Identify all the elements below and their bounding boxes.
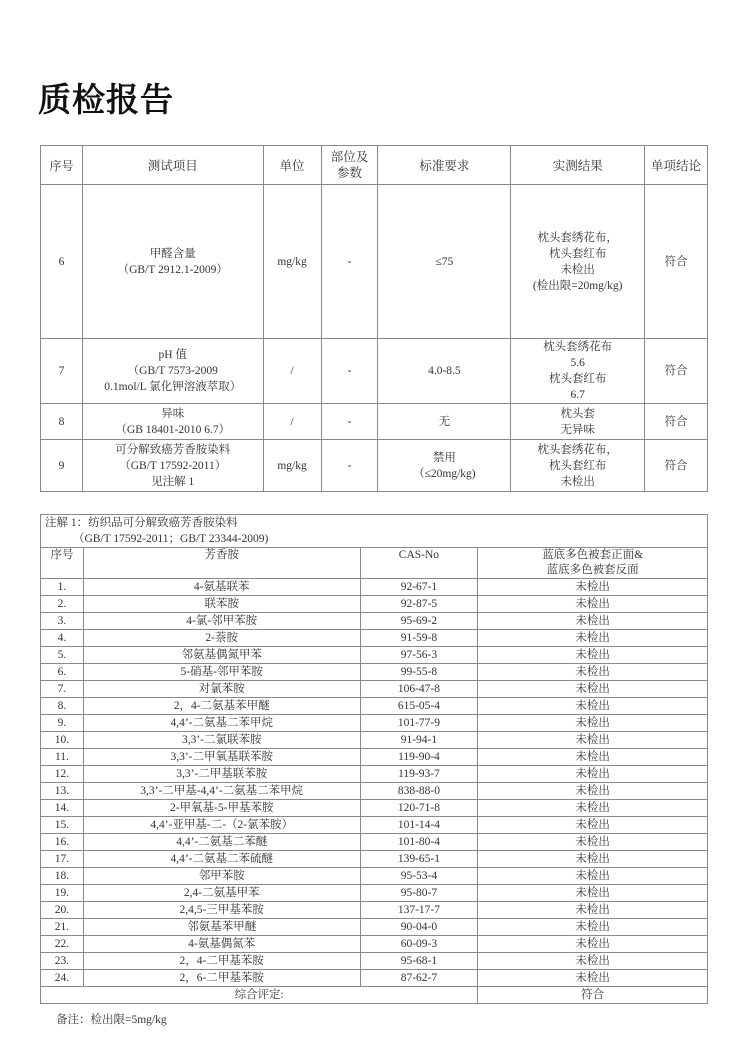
cas-no: 92-87-5 — [360, 596, 478, 613]
amine-name: 2-萘胺 — [83, 630, 360, 647]
amine-no: 22. — [41, 936, 84, 953]
conclusion: 符合 — [645, 185, 708, 339]
amine-header-name: 芳香胺 — [83, 548, 360, 579]
amine-no: 10. — [41, 732, 84, 749]
amine-result: 未检出 — [478, 953, 708, 970]
amine-name: 3,3’-二氯联苯胺 — [83, 732, 360, 749]
header-part: 部位及参数 — [321, 146, 378, 185]
amine-no: 21. — [41, 919, 84, 936]
amine-row — [41, 732, 708, 749]
test-row — [41, 440, 708, 492]
test-results-table — [40, 145, 708, 492]
amine-row — [41, 885, 708, 902]
unit: / — [263, 339, 321, 404]
amine-name: 2-甲氧基-5-甲基苯胺 — [83, 800, 360, 817]
amine-header-no: 序号 — [41, 548, 84, 579]
row-no: 7 — [41, 339, 83, 404]
amine-result: 未检出 — [478, 885, 708, 902]
amine-row — [41, 579, 708, 596]
row-no: 9 — [41, 440, 83, 492]
amine-row — [41, 664, 708, 681]
measured-result: 枕头套绣花布 5.6 枕头套红布 6.7 — [511, 339, 645, 404]
amine-note: 注解 1：纺织品可分解致癌芳香胺染料 （GB/T 17592-2011；GB/T 23344-2009) — [41, 515, 708, 548]
amine-row — [41, 749, 708, 766]
amine-no: 18. — [41, 868, 84, 885]
amine-name: 3,3’-二甲基联苯胺 — [83, 766, 360, 783]
amine-row — [41, 783, 708, 800]
amine-name: 4-氯-邻甲苯胺 — [83, 613, 360, 630]
amine-result: 未检出 — [478, 834, 708, 851]
cas-no: 95-80-7 — [360, 885, 478, 902]
part-param: - — [321, 440, 378, 492]
cas-no: 101-14-4 — [360, 817, 478, 834]
amine-row — [41, 766, 708, 783]
amine-no: 1. — [41, 579, 84, 596]
amine-name: 4-氨基联苯 — [83, 579, 360, 596]
measured-result: 枕头套绣花布， 枕头套红布 未检出 — [511, 440, 645, 492]
amine-no: 24. — [41, 970, 84, 987]
header-row — [41, 146, 708, 185]
amine-row — [41, 681, 708, 698]
amine-row — [41, 817, 708, 834]
row-no: 6 — [41, 185, 83, 339]
amine-no: 2. — [41, 596, 84, 613]
part-param: - — [321, 339, 378, 404]
amine-name: 对氯苯胺 — [83, 681, 360, 698]
header-standard: 标准要求 — [378, 146, 511, 185]
amine-name: 4,4’-二氨基二苯硫醚 — [83, 851, 360, 868]
amine-no: 3. — [41, 613, 84, 630]
amine-name: 2，4-二甲基苯胺 — [83, 953, 360, 970]
amine-no: 23. — [41, 953, 84, 970]
test-item: 可分解致癌芳香胺染料 （GB/T 17592-2011） 见注解 1 — [82, 440, 263, 492]
conclusion: 符合 — [645, 339, 708, 404]
amine-name: 联苯胺 — [83, 596, 360, 613]
conclusion: 符合 — [645, 440, 708, 492]
cas-no: 95-69-2 — [360, 613, 478, 630]
amine-result: 未检出 — [478, 613, 708, 630]
conclusion: 符合 — [645, 404, 708, 440]
amine-result: 未检出 — [478, 851, 708, 868]
amine-no: 8. — [41, 698, 84, 715]
standard-requirement: ≤75 — [378, 185, 511, 339]
cas-no: 91-94-1 — [360, 732, 478, 749]
cas-no: 106-47-8 — [360, 681, 478, 698]
amine-result: 未检出 — [478, 868, 708, 885]
amine-row — [41, 919, 708, 936]
amine-row — [41, 902, 708, 919]
amine-result: 未检出 — [478, 783, 708, 800]
amine-name: 5-硝基-邻甲苯胺 — [83, 664, 360, 681]
test-item: pH 值 （GB/T 7573-2009 0.1mol/L 氯化钾溶液萃取） — [82, 339, 263, 404]
aromatic-amine-table — [40, 514, 708, 1004]
page-title: 质检报告 — [38, 80, 174, 119]
amine-row — [41, 596, 708, 613]
unit: / — [263, 404, 321, 440]
note-row — [41, 515, 708, 548]
cas-no: 101-77-9 — [360, 715, 478, 732]
part-param: - — [321, 404, 378, 440]
cas-no: 120-71-8 — [360, 800, 478, 817]
amine-no: 20. — [41, 902, 84, 919]
amine-name: 4,4’-二氨基二苯甲烷 — [83, 715, 360, 732]
cas-no: 101-80-4 — [360, 834, 478, 851]
unit: mg/kg — [263, 440, 321, 492]
unit: mg/kg — [263, 185, 321, 339]
amine-name: 邻甲苯胺 — [83, 868, 360, 885]
amine-result: 未检出 — [478, 630, 708, 647]
amine-row — [41, 800, 708, 817]
amine-header-cas: CAS-No — [360, 548, 478, 579]
amine-result: 未检出 — [478, 596, 708, 613]
amine-no: 12. — [41, 766, 84, 783]
amine-row — [41, 647, 708, 664]
test-item: 甲醛含量 （GB/T 2912.1-2009） — [82, 185, 263, 339]
amine-result: 未检出 — [478, 936, 708, 953]
amine-no: 19. — [41, 885, 84, 902]
amine-result: 未检出 — [478, 698, 708, 715]
cas-no: 60-09-3 — [360, 936, 478, 953]
cas-no: 615-05-4 — [360, 698, 478, 715]
cas-no: 838-88-0 — [360, 783, 478, 800]
standard-requirement: 无 — [378, 404, 511, 440]
amine-no: 13. — [41, 783, 84, 800]
amine-name: 邻氨基偶氮甲苯 — [83, 647, 360, 664]
amine-header-row — [41, 548, 708, 579]
amine-row — [41, 953, 708, 970]
summary-value: 符合 — [478, 987, 708, 1004]
cas-no: 97-56-3 — [360, 647, 478, 664]
amine-result: 未检出 — [478, 817, 708, 834]
amine-name: 2，4-二氨基苯甲醚 — [83, 698, 360, 715]
amine-no: 17. — [41, 851, 84, 868]
cas-no: 99-55-8 — [360, 664, 478, 681]
header-no: 序号 — [41, 146, 83, 185]
row-no: 8 — [41, 404, 83, 440]
cas-no: 139-65-1 — [360, 851, 478, 868]
amine-result: 未检出 — [478, 715, 708, 732]
amine-result: 未检出 — [478, 681, 708, 698]
test-row — [41, 404, 708, 440]
summary-row — [41, 987, 708, 1004]
cas-no: 137-17-7 — [360, 902, 478, 919]
cas-no: 95-53-4 — [360, 868, 478, 885]
amine-row — [41, 834, 708, 851]
amine-name: 2，6-二甲基苯胺 — [83, 970, 360, 987]
amine-result: 未检出 — [478, 902, 708, 919]
cas-no: 90-04-0 — [360, 919, 478, 936]
standard-requirement: 禁用 （≤20mg/kg) — [378, 440, 511, 492]
amine-name: 4-氨基偶氮苯 — [83, 936, 360, 953]
cas-no: 119-93-7 — [360, 766, 478, 783]
amine-no: 14. — [41, 800, 84, 817]
amine-name: 4,4’-亚甲基-二-（2-氯苯胺） — [83, 817, 360, 834]
amine-no: 4. — [41, 630, 84, 647]
amine-result: 未检出 — [478, 919, 708, 936]
amine-result: 未检出 — [478, 800, 708, 817]
header-item: 测试项目 — [82, 146, 263, 185]
amine-name: 邻氨基苯甲醚 — [83, 919, 360, 936]
amine-row — [41, 868, 708, 885]
amine-row — [41, 613, 708, 630]
amine-name: 2,4,5-三甲基苯胺 — [83, 902, 360, 919]
test-row — [41, 185, 708, 339]
amine-result: 未检出 — [478, 732, 708, 749]
amine-no: 9. — [41, 715, 84, 732]
amine-header-sample: 蓝底多色被套正面& 蓝底多色被套反面 — [478, 548, 708, 579]
header-unit: 单位 — [263, 146, 321, 185]
amine-name: 3,3’-二甲基-4,4’-二氨基二苯甲烷 — [83, 783, 360, 800]
amine-result: 未检出 — [478, 647, 708, 664]
footnote: 备注：检出限=5mg/kg — [56, 1014, 167, 1026]
cas-no: 91-59-8 — [360, 630, 478, 647]
amine-no: 11. — [41, 749, 84, 766]
measured-result: 枕头套绣花布， 枕头套红布 未检出 (检出限=20mg/kg) — [511, 185, 645, 339]
amine-no: 5. — [41, 647, 84, 664]
amine-name: 4,4’-二氨基二苯醚 — [83, 834, 360, 851]
amine-row — [41, 630, 708, 647]
summary-label: 综合评定: — [41, 987, 478, 1004]
amine-row — [41, 698, 708, 715]
amine-name: 3,3’-二甲氧基联苯胺 — [83, 749, 360, 766]
amine-result: 未检出 — [478, 749, 708, 766]
amine-result: 未检出 — [478, 579, 708, 596]
amine-result: 未检出 — [478, 970, 708, 987]
amine-result: 未检出 — [478, 766, 708, 783]
amine-no: 7. — [41, 681, 84, 698]
header-result: 实测结果 — [511, 146, 645, 185]
amine-no: 6. — [41, 664, 84, 681]
cas-no: 87-62-7 — [360, 970, 478, 987]
amine-row — [41, 851, 708, 868]
measured-result: 枕头套 无异味 — [511, 404, 645, 440]
part-param: - — [321, 185, 378, 339]
amine-no: 16. — [41, 834, 84, 851]
standard-requirement: 4.0-8.5 — [378, 339, 511, 404]
amine-row — [41, 715, 708, 732]
test-row — [41, 339, 708, 404]
amine-row — [41, 970, 708, 987]
amine-row — [41, 936, 708, 953]
test-item: 异味 （GB 18401-2010 6.7） — [82, 404, 263, 440]
amine-name: 2,4-二氨基甲苯 — [83, 885, 360, 902]
header-conclusion: 单项结论 — [645, 146, 708, 185]
amine-result: 未检出 — [478, 664, 708, 681]
cas-no: 119-90-4 — [360, 749, 478, 766]
cas-no: 92-67-1 — [360, 579, 478, 596]
amine-no: 15. — [41, 817, 84, 834]
cas-no: 95-68-1 — [360, 953, 478, 970]
